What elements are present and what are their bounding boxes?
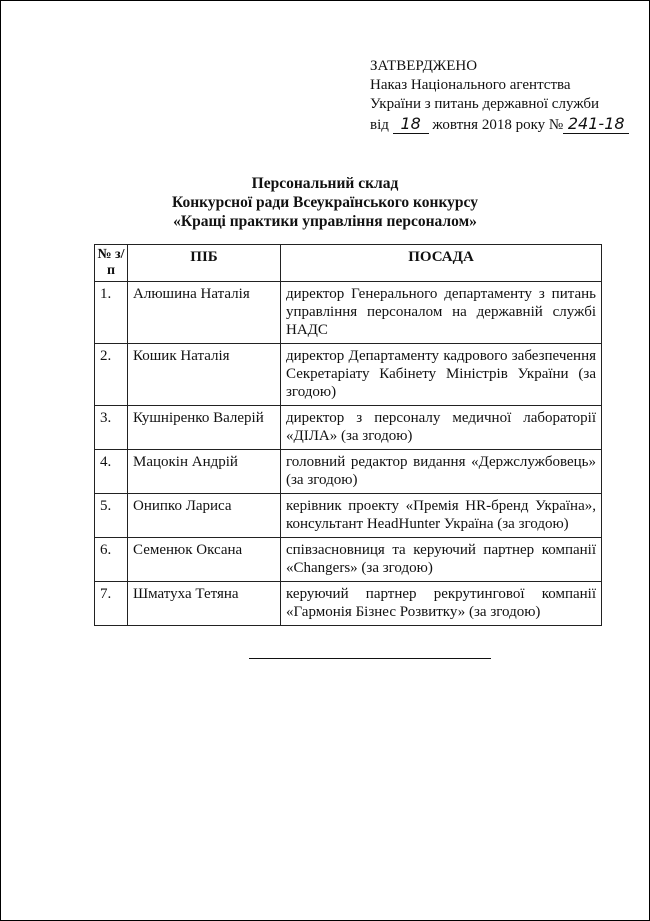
header-position: ПОСАДА bbox=[281, 245, 602, 282]
document-title bbox=[1, 174, 649, 231]
handwritten-order-number: 241-18 bbox=[563, 114, 629, 134]
table-row bbox=[95, 282, 602, 344]
table-row bbox=[95, 582, 602, 626]
approval-line-1: Наказ Національного агентства bbox=[370, 77, 571, 93]
approval-stamp bbox=[370, 57, 629, 135]
row-name: Шматуха Тетяна bbox=[128, 582, 281, 626]
title-line-3: «Кращі практики управління персоналом» bbox=[173, 213, 477, 230]
row-position: директор Департаменту кадрового забезпечення Секретаріату Кабінету Міністрів України (за згодою) bbox=[281, 344, 602, 406]
row-position: директор з персоналу медичної лабораторії «ДІЛА» (за згодою) bbox=[281, 406, 602, 450]
approval-heading: ЗАТВЕРДЖЕНО bbox=[370, 58, 478, 74]
handwritten-day: 18 bbox=[393, 114, 429, 134]
table-row bbox=[95, 538, 602, 582]
title-line-2: Конкурсної ради Всеукраїнського конкурсу bbox=[172, 194, 478, 211]
title-line-1: Персональний склад bbox=[251, 175, 399, 192]
date-prefix: від bbox=[370, 117, 389, 133]
table-row bbox=[95, 494, 602, 538]
row-num: 1. bbox=[95, 282, 128, 344]
header-num: № з/п bbox=[95, 245, 128, 282]
row-position: директор Генерального департаменту з питань управління персоналом на державній службі НАДС bbox=[281, 282, 602, 344]
table-row bbox=[95, 344, 602, 406]
header-name: ПІБ bbox=[128, 245, 281, 282]
row-num: 2. bbox=[95, 344, 128, 406]
table-row bbox=[95, 406, 602, 450]
row-position: головний редактор видання «Держслужбовець» (за згодою) bbox=[281, 450, 602, 494]
table-header-row bbox=[95, 245, 602, 282]
row-name: Онипко Лариса bbox=[128, 494, 281, 538]
row-name: Кошик Наталія bbox=[128, 344, 281, 406]
closing-divider bbox=[249, 658, 491, 659]
row-name: Семенюк Оксана bbox=[128, 538, 281, 582]
row-name: Мацокін Андрій bbox=[128, 450, 281, 494]
row-name: Алюшина Наталія bbox=[128, 282, 281, 344]
members-table bbox=[94, 244, 602, 626]
table-row bbox=[95, 450, 602, 494]
row-position: керівник проекту «Премія HR-бренд Україна», консультант HeadHunter Україна (за згодою) bbox=[281, 494, 602, 538]
row-num: 5. bbox=[95, 494, 128, 538]
row-position: співзасновниця та керуючий партнер компанії «Changers» (за згодою) bbox=[281, 538, 602, 582]
row-num: 6. bbox=[95, 538, 128, 582]
row-num: 4. bbox=[95, 450, 128, 494]
approval-line-2: України з питань державної служби bbox=[370, 96, 600, 112]
approval-date-line bbox=[370, 114, 629, 135]
row-num: 3. bbox=[95, 406, 128, 450]
row-position: керуючий партнер рекрутингової компанії «Гармонія Бізнес Розвитку» (за згодою) bbox=[281, 582, 602, 626]
date-middle: жовтня 2018 року № bbox=[432, 117, 564, 133]
row-name: Кушніренко Валерій bbox=[128, 406, 281, 450]
row-num: 7. bbox=[95, 582, 128, 626]
